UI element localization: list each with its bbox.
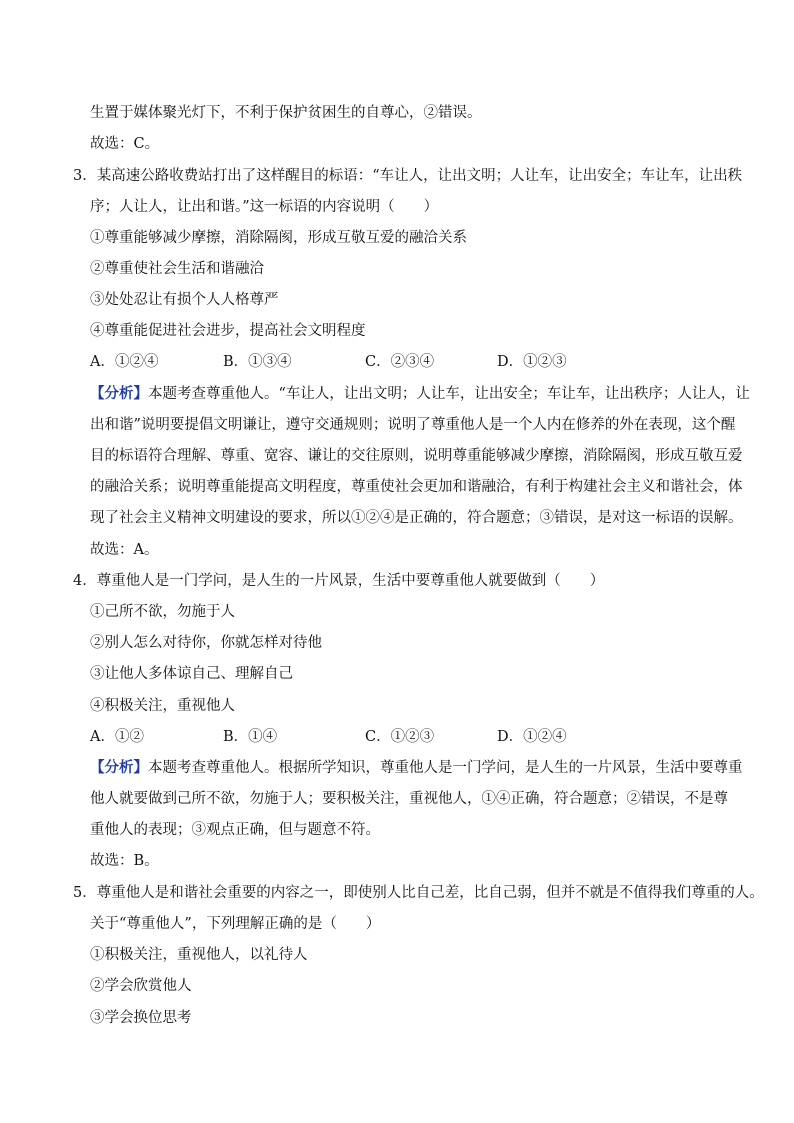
q3-item-4: ④尊重能促进社会进步，提高社会文明程度	[90, 323, 366, 339]
q3-analysis-line2: 出和谐”说明要提倡文明谦让，遵守交通规则；说明了尊重他人是一个人内在修养的外在表现，这个醒	[90, 417, 736, 433]
q4-item-3: ③让他人多体谅自己、理解自己	[90, 666, 293, 682]
q5-stem-line1: 5．尊重他人是和谐社会重要的内容之一，即使别人比自己差，比自己弱，但并不就是不值得我们尊重的人。	[73, 885, 764, 901]
prev-answer: 故选：C。	[90, 136, 160, 152]
q5-stem-line2: 关于“尊重他人”，下列理解正确的是（ ）	[90, 916, 381, 932]
q3-analysis-line5: 现了社会主义精神文明建设的要求，所以①②④是正确的，符合题意；③错误，是对这一标语的误解。	[90, 510, 743, 526]
q3-analysis-line4: 的融洽关系；说明尊重能提高文明程度，尊重使社会更加和谐融洽，有利于构建社会主义和谐社会，体	[90, 479, 743, 495]
q3-option-c: C．②③④	[365, 354, 435, 370]
q5-item-1: ①积极关注，重视他人，以礼待人	[90, 947, 308, 963]
prev-analysis-tail: 生置于媒体聚光灯下，不利于保护贫困生的自尊心，②错误。	[90, 105, 482, 121]
q4-option-a: A．①②	[90, 729, 144, 745]
q3-option-d: D．①②③	[497, 354, 567, 370]
q4-analysis-text1: 本题考查尊重他人。根据所学知识，尊重他人是一门学问，是人生的一片风景，生活中要尊重	[148, 760, 743, 776]
q4-analysis-line1	[90, 758, 743, 778]
q4-analysis-tag: 【分析】	[90, 759, 148, 776]
q3-option-a: A．①②④	[90, 354, 159, 370]
q4-stem: 4．尊重他人是一门学问，是人生的一片风景，生活中要尊重他人就要做到（ ）	[73, 573, 605, 589]
q4-option-d: D．①②④	[497, 729, 567, 745]
q3-analysis-text1: 本题考查尊重他人。“车让人，让出文明；人让车，让出安全；车让车，让出秩序；人让人，让	[148, 386, 750, 402]
q4-option-b: B．①④	[223, 729, 278, 745]
q4-analysis-line2: 他人就要做到己所不欲，勿施于人；要积极关注，重视他人，①④正确，符合题意；②错误，不是尊	[90, 791, 728, 807]
q3-item-2: ②尊重使社会生活和谐融洽	[90, 261, 264, 277]
q3-item-1: ①尊重能够减少摩擦，消除隔阂，形成互敬互爱的融洽关系	[90, 230, 467, 246]
q3-stem-line2: 序；人让人，让出和谐。”这一标语的内容说明（ ）	[90, 199, 439, 215]
q3-analysis-line1	[90, 384, 750, 404]
q3-item-3: ③处处忍让有损个人人格尊严	[90, 292, 279, 308]
q3-analysis-line3: 目的标语符合理解、尊重、宽容、谦让的交往原则，说明尊重能够减少摩擦，消除隔阂，形成互敬互爱	[90, 448, 743, 464]
q4-item-1: ①己所不欲，勿施于人	[90, 604, 235, 620]
q4-item-4: ④积极关注，重视他人	[90, 698, 235, 714]
q4-answer: 故选：B。	[90, 853, 159, 869]
q3-stem-line1: 3．某高速公路收费站打出了这样醒目的标语：“车让人，让出文明；人让车，让出安全；车让车，让出秩	[73, 168, 743, 184]
q4-analysis-line3: 重他人的表现；③观点正确，但与题意不符。	[90, 822, 380, 838]
q3-analysis-tag: 【分析】	[90, 385, 148, 402]
q4-option-c: C．①②③	[365, 729, 435, 745]
q3-answer: 故选：A。	[90, 542, 159, 558]
q4-item-2: ②别人怎么对待你，你就怎样对待他	[90, 635, 322, 651]
q5-item-3: ③学会换位思考	[90, 1010, 192, 1026]
q3-option-b: B．①③④	[223, 354, 292, 370]
q5-item-2: ②学会欣赏他人	[90, 978, 192, 994]
